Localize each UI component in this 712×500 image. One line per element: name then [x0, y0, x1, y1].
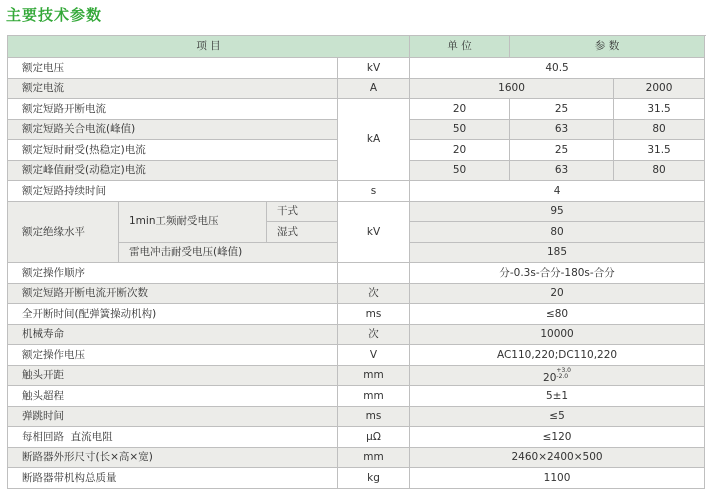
row-unit: kg [338, 468, 410, 489]
row-value: 80 [614, 119, 705, 140]
row-label: 额定电流 [8, 78, 338, 99]
row-label: 弹跳时间 [8, 406, 338, 427]
tolerance-minus: -2.0 [556, 372, 569, 380]
row-value: 20 [410, 283, 705, 304]
table-row [8, 447, 705, 468]
row-label: 额定短路关合电流(峰值) [8, 119, 338, 140]
row-unit: 次 [338, 283, 410, 304]
row-value: 31.5 [614, 99, 705, 120]
row-unit: ms [338, 406, 410, 427]
row-value: 25 [510, 140, 614, 161]
wet-label: 湿式 [267, 222, 338, 243]
row-label: 额定电压 [8, 58, 338, 79]
row-value: 分-0.3s-合分-180s-合分 [410, 263, 705, 284]
row-label: 全开断时间(配弹簧操动机构) [8, 304, 338, 325]
technical-parameters-table [7, 35, 705, 489]
table-row [8, 324, 705, 345]
header-params: 参 数 [510, 36, 705, 58]
row-label: 额定操作电压 [8, 345, 338, 366]
row-value: ≤5 [410, 406, 705, 427]
row-value: 95 [410, 201, 705, 222]
row-value: 5±1 [410, 386, 705, 407]
row-value: 20 [410, 99, 510, 120]
row-label: 额定短路开断电流开断次数 [8, 283, 338, 304]
row-value: AC110,220;DC110,220 [410, 345, 705, 366]
power-frequency-label: 1min工频耐受电压 [119, 201, 267, 242]
row-label: 机械寿命 [8, 324, 338, 345]
row-value: 40.5 [410, 58, 705, 79]
row-value: 80 [614, 160, 705, 181]
row-label: 触头超程 [8, 386, 338, 407]
row-label: 额定短路开断电流 [8, 99, 338, 120]
row-value [410, 365, 705, 386]
row-value: 80 [410, 222, 705, 243]
table-row [8, 78, 705, 99]
row-value: 63 [510, 160, 614, 181]
row-unit: V [338, 345, 410, 366]
row-unit: kA [338, 99, 410, 181]
row-label: 额定峰值耐受(动稳定)电流 [8, 160, 338, 181]
row-label: 额定操作顺序 [8, 263, 338, 284]
row-label: 断路器外形尺寸(长×高×宽) [8, 447, 338, 468]
table-row [8, 99, 705, 120]
table-row [8, 58, 705, 79]
row-label: 额定短路持续时间 [8, 181, 338, 202]
table-row [8, 427, 705, 448]
row-value: 10000 [410, 324, 705, 345]
row-value: ≤80 [410, 304, 705, 325]
row-unit [338, 263, 410, 284]
table-row [8, 386, 705, 407]
header-unit: 单 位 [410, 36, 510, 58]
row-value: 4 [410, 181, 705, 202]
row-value: 1100 [410, 468, 705, 489]
table-row [8, 263, 705, 284]
table-row [8, 181, 705, 202]
row-unit: mm [338, 447, 410, 468]
table-row [8, 468, 705, 489]
row-unit: ms [338, 304, 410, 325]
row-unit: A [338, 78, 410, 99]
table-header-row [8, 36, 705, 58]
table-row [8, 201, 705, 222]
row-value: 25 [510, 99, 614, 120]
row-unit: 次 [338, 324, 410, 345]
table-row [8, 304, 705, 325]
row-label: 每相回路 直流电阻 [8, 427, 338, 448]
row-label: 断路器带机构总质量 [8, 468, 338, 489]
row-value: ≤120 [410, 427, 705, 448]
table-row [8, 345, 705, 366]
row-value: 20 [410, 140, 510, 161]
row-unit: s [338, 181, 410, 202]
lightning-label: 雷电冲击耐受电压(峰值) [119, 242, 338, 263]
table-row [8, 365, 705, 386]
row-value: 50 [410, 119, 510, 140]
tolerance [556, 368, 571, 380]
row-value: 50 [410, 160, 510, 181]
table-row [8, 283, 705, 304]
row-value: 2460×2400×500 [410, 447, 705, 468]
table-row [8, 406, 705, 427]
page-title: 主要技术参数 [6, 6, 103, 24]
header-item: 项 目 [8, 36, 410, 58]
row-unit: kV [338, 201, 410, 263]
row-value: 31.5 [614, 140, 705, 161]
dry-label: 干式 [267, 201, 338, 222]
row-unit: mm [338, 365, 410, 386]
row-unit: mm [338, 386, 410, 407]
contact-gap-value: 20 [543, 371, 557, 384]
row-label: 额定短时耐受(热稳定)电流 [8, 140, 338, 161]
row-value: 2000 [614, 78, 705, 99]
row-value: 1600 [410, 78, 614, 99]
row-label: 额定绝缘水平 [8, 201, 119, 263]
row-value: 185 [410, 242, 705, 263]
row-label: 触头开距 [8, 365, 338, 386]
row-value: 63 [510, 119, 614, 140]
tolerance-plus: +3.0 [556, 366, 571, 374]
row-unit: kV [338, 58, 410, 79]
row-unit: μΩ [338, 427, 410, 448]
